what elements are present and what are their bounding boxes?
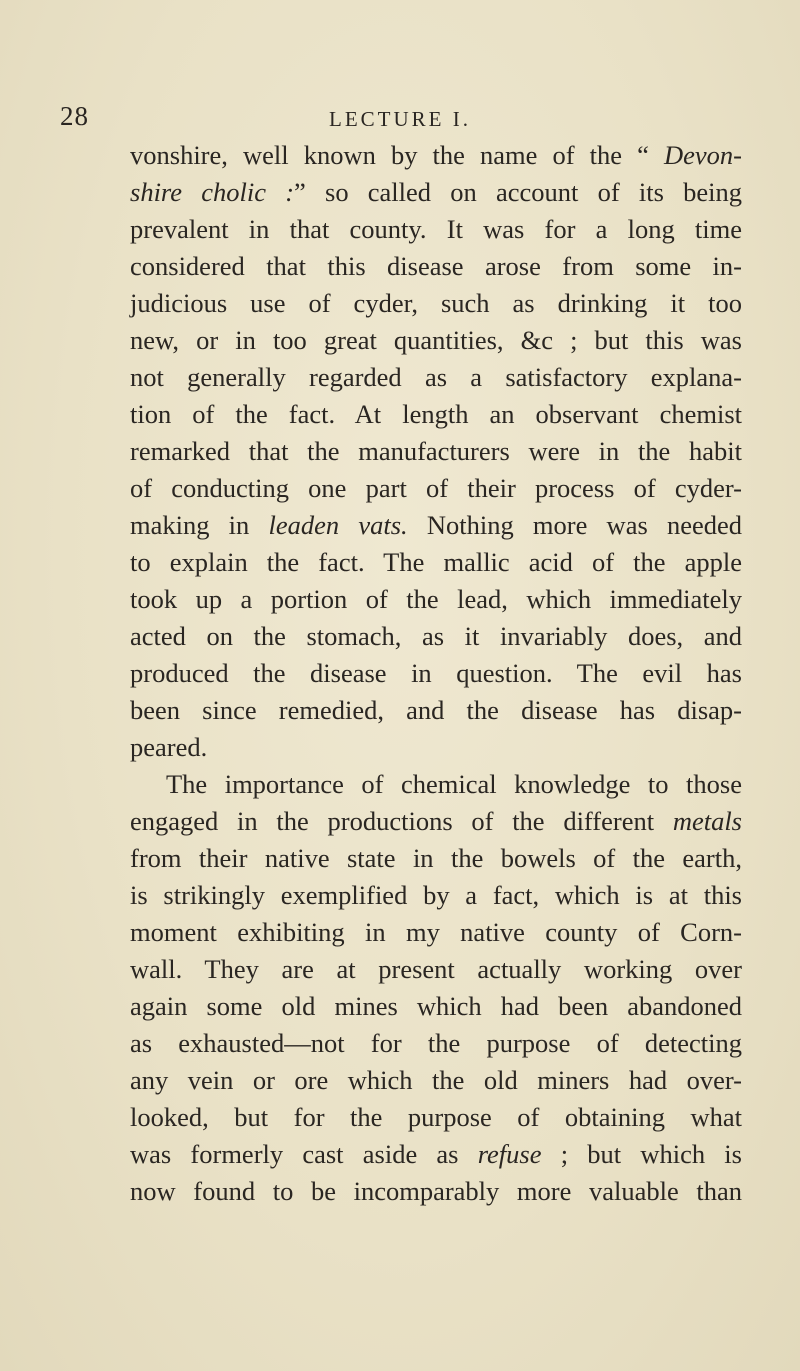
- text-line: [130, 174, 742, 211]
- text-line: [130, 359, 742, 396]
- text-run: ” so called on account of its being: [294, 177, 742, 207]
- text-run: engaged in the productions of the different: [130, 806, 673, 836]
- text-line: [130, 507, 742, 544]
- italic-text: metals: [672, 806, 742, 836]
- page-number: 28: [60, 101, 89, 131]
- text-line: [130, 544, 742, 581]
- italic-text: leaden vats.: [268, 510, 408, 540]
- text-run: again some old mines which had been abandoned: [130, 991, 742, 1021]
- text-run: not generally regarded as a satisfactory explana-: [130, 362, 742, 392]
- text-line: [130, 1136, 742, 1173]
- text-line: [130, 988, 742, 1025]
- text-run: of conducting one part of their process of cyder-: [130, 473, 742, 503]
- text-run: as exhausted—not for the purpose of detecting: [130, 1028, 742, 1058]
- text-run: from their native state in the bowels of the earth,: [130, 843, 742, 873]
- text-run: making in: [130, 510, 269, 540]
- text-line: [130, 470, 742, 507]
- text-run: was formerly cast aside as: [130, 1139, 478, 1169]
- body-text: [130, 137, 742, 1210]
- text-line: [130, 803, 742, 840]
- italic-text: shire cholic :: [130, 177, 295, 207]
- text-line: [130, 1173, 742, 1210]
- text-run: judicious use of cyder, such as drinking it too: [130, 288, 742, 318]
- text-run: peared.: [130, 732, 208, 762]
- text-line: [130, 581, 742, 618]
- text-line: [130, 433, 742, 470]
- text-line: [130, 211, 742, 248]
- text-run: acted on the stomach, as it invariably does, and: [130, 621, 742, 651]
- text-line: [130, 655, 742, 692]
- text-run: Nothing more was needed: [407, 510, 743, 540]
- running-head: LECTURE I.: [329, 107, 471, 131]
- text-run: took up a portion of the lead, which immediately: [130, 584, 742, 614]
- text-run: to explain the fact. The mallic acid of the apple: [130, 547, 742, 577]
- text-line: [130, 729, 742, 766]
- text-line: [130, 322, 742, 359]
- text-run: now found to be incomparably more valuable than: [130, 1176, 742, 1206]
- text-line: [130, 285, 742, 322]
- text-line: [130, 914, 742, 951]
- text-line: [130, 877, 742, 914]
- text-line: [130, 1025, 742, 1062]
- text-run: The importance of chemical knowledge to those: [166, 769, 742, 799]
- text-run: prevalent in that county. It was for a long time: [130, 214, 742, 244]
- text-run: tion of the fact. At length an observant chemist: [130, 399, 742, 429]
- text-run: wall. They are at present actually working over: [130, 954, 742, 984]
- text-run: vonshire, well known by the name of the “: [130, 140, 664, 170]
- text-run: new, or in too great quantities, &c ; but this was: [130, 325, 742, 355]
- text-run: remarked that the manufacturers were in the habit: [130, 436, 742, 466]
- text-run: produced the disease in question. The evil has: [130, 658, 742, 688]
- text-run: been since remedied, and the disease has disap-: [130, 695, 742, 725]
- text-line: [130, 248, 742, 285]
- text-run: looked, but for the purpose of obtaining what: [130, 1102, 742, 1132]
- text-run: considered that this disease arose from some in-: [130, 251, 742, 281]
- text-line: [130, 840, 742, 877]
- text-line: [130, 396, 742, 433]
- italic-text: refuse: [477, 1139, 542, 1169]
- text-line: [130, 137, 742, 174]
- text-run: moment exhibiting in my native county of Corn-: [130, 917, 742, 947]
- text-line: [130, 951, 742, 988]
- text-line: [130, 766, 742, 803]
- text-run: is strikingly exemplified by a fact, which is at this: [130, 880, 742, 910]
- text-line: [130, 618, 742, 655]
- text-run: any vein or ore which the old miners had over-: [130, 1065, 742, 1095]
- text-line: [130, 1062, 742, 1099]
- text-line: [130, 692, 742, 729]
- text-line: [130, 1099, 742, 1136]
- italic-text: Devon-: [664, 140, 742, 170]
- text-run: ; but which is: [541, 1139, 742, 1169]
